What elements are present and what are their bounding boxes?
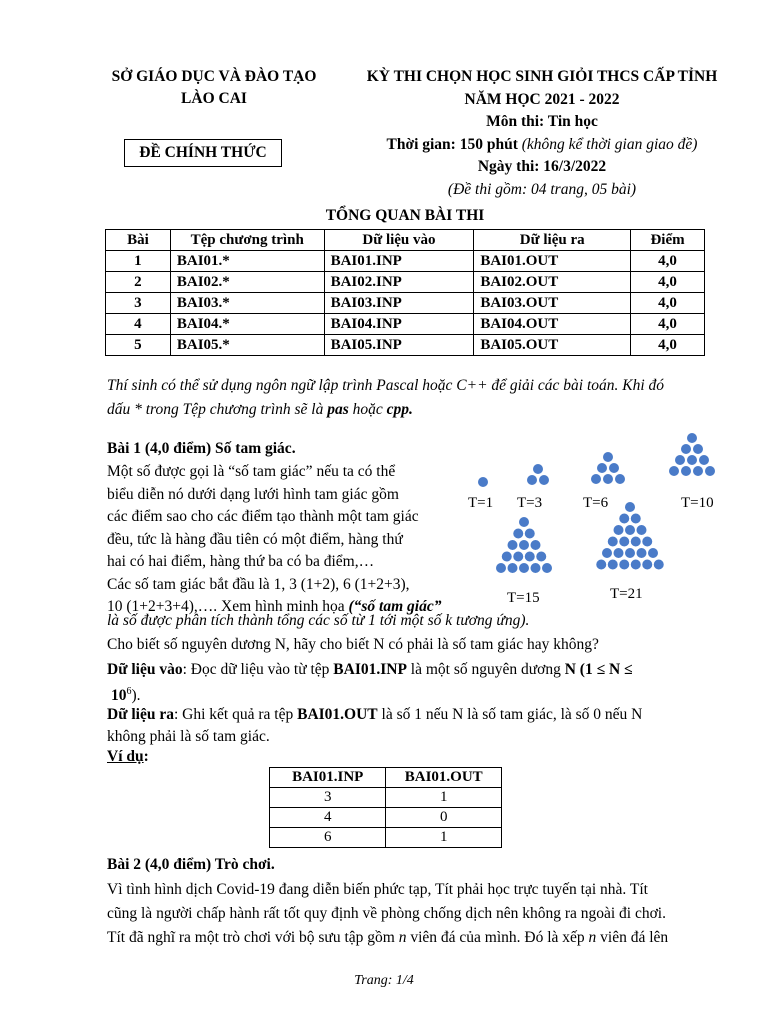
table-cell: 1 <box>386 788 502 808</box>
triangle-dot <box>619 560 629 570</box>
time-line <box>348 134 736 157</box>
org-line1: SỞ GIÁO DỤC VÀ ĐÀO TẠO <box>111 68 317 85</box>
example-col-header: BAI01.OUT <box>386 768 502 788</box>
official-label: ĐỀ CHÍNH THỨC <box>124 139 282 167</box>
table-cell: 0 <box>386 808 502 828</box>
triangle-dot <box>693 444 703 454</box>
table-cell: 4,0 <box>631 335 705 356</box>
triangle-dot <box>631 560 641 570</box>
triangle-dot <box>637 548 647 558</box>
table-cell: BAI01.* <box>170 251 324 272</box>
triangle-dot <box>705 466 715 476</box>
table-row <box>106 293 705 314</box>
bai1-line: đều, tức là hàng đầu tiên có một điểm, hàng thứ <box>107 530 403 548</box>
triangle-dot <box>602 548 612 558</box>
triangle-dot <box>502 552 512 562</box>
bai2-n1: n <box>398 929 407 946</box>
exam-title: KỲ THI CHỌN HỌC SINH GIỎI THCS CẤP TỈNH <box>366 68 718 85</box>
output-file: BAI01.OUT <box>297 706 378 723</box>
overview-col-header: Tệp chương trình <box>170 230 324 251</box>
output-pre: : Ghi kết quả ra tệp <box>174 706 298 723</box>
bai1-title: Bài 1 (4,0 điểm) Số tam giác. <box>107 440 296 457</box>
subject: Môn thi: Tin học <box>486 113 598 130</box>
triangle-dot <box>519 563 529 573</box>
triangle-dot <box>699 455 709 465</box>
table-cell: BAI05.OUT <box>474 335 631 356</box>
table-cell: BAI04.INP <box>324 314 474 335</box>
input-constraint: N (1 ≤ N ≤ <box>564 661 633 678</box>
note-pas: pas <box>327 401 349 418</box>
table-row <box>270 808 502 828</box>
table-cell: BAI05.INP <box>324 335 474 356</box>
overview-col-header: Điểm <box>631 230 705 251</box>
triangle-dot <box>591 474 601 484</box>
bai1-description <box>107 461 447 619</box>
table-cell: 3 <box>106 293 171 314</box>
triangle-dot <box>654 560 664 570</box>
table-cell: 6 <box>270 828 386 848</box>
table-cell: BAI04.* <box>170 314 324 335</box>
triangle-dot <box>625 548 635 558</box>
bai1-line7-text: 10 (1+2+3+4),…. Xem hình minh họa <box>107 598 349 615</box>
table-row <box>270 788 502 808</box>
input-exp: 6 <box>126 686 132 697</box>
triangle-dot <box>625 525 635 535</box>
table-cell: 4 <box>270 808 386 828</box>
table-row <box>106 335 705 356</box>
triangle-dot <box>519 517 529 527</box>
triangle-dot <box>608 560 618 570</box>
triangle-dot <box>597 463 607 473</box>
input-text: : Đọc dữ liệu vào từ tệp <box>182 661 334 678</box>
example-table <box>269 767 502 848</box>
triangle-dot <box>609 463 619 473</box>
table-row <box>106 272 705 293</box>
note-line1: Thí sinh có thể sử dụng ngôn ngữ lập trình Pascal hoặc C++ để giải các bài toán. Khi đó <box>107 377 665 394</box>
triangle-dot <box>687 433 697 443</box>
triangle-dot <box>596 560 606 570</box>
table-row <box>106 314 705 335</box>
table-cell: BAI01.INP <box>324 251 474 272</box>
label-t1: T=1 <box>468 495 494 511</box>
table-cell: 4 <box>106 314 171 335</box>
triangle-dot <box>531 563 541 573</box>
triangle-dot <box>525 529 535 539</box>
triangle-dot <box>648 548 658 558</box>
time-note: (không kể thời gian giao đề) <box>521 135 698 153</box>
example-colon: : <box>143 748 149 765</box>
triangle-dot <box>527 475 537 485</box>
bai2-line3-pre: Tít đã nghĩ ra một trò chơi với bộ sưu tập gồm <box>107 929 399 946</box>
example-label-wrap <box>107 748 149 766</box>
table-cell: 2 <box>106 272 171 293</box>
page-number: Trang: 1/4 <box>354 973 414 988</box>
input-file: BAI01.INP <box>333 661 407 678</box>
triangle-dot <box>614 525 624 535</box>
time-label: Thời gian: 150 phút <box>386 135 518 153</box>
triangle-dot <box>615 474 625 484</box>
output-label: Dữ liệu ra <box>107 706 174 723</box>
exam-header <box>348 66 736 201</box>
triangle-dot <box>539 475 549 485</box>
triangle-dot <box>631 514 641 524</box>
bai2-description <box>107 878 723 950</box>
triangle-dot <box>496 563 506 573</box>
bai1-question: Cho biết số nguyên dương N, hãy cho biết N có phải là số tam giác hay không? <box>107 636 599 653</box>
triangle-dot <box>508 540 518 550</box>
triangle-dot <box>531 540 541 550</box>
school-year: NĂM HỌC 2021 - 2022 <box>464 90 620 108</box>
bai1-line: hai có hai điểm, hàng thứ ba có ba điểm,… <box>107 553 375 570</box>
triangle-dot <box>642 537 652 547</box>
table-row <box>106 251 705 272</box>
table-cell: BAI01.OUT <box>474 251 631 272</box>
table-cell: BAI03.OUT <box>474 293 631 314</box>
output-text: là số 1 nếu N là số tam giác, là số 0 nếu N <box>377 706 643 723</box>
triangle-dot <box>693 466 703 476</box>
input-text-mid: là một số nguyên dương <box>406 661 565 678</box>
bai1-line: Các số tam giác bắt đầu là 1, 3 (1+2), 6 (1+2+3), <box>107 575 410 593</box>
triangle-dot <box>513 552 523 562</box>
triangle-dot <box>669 466 679 476</box>
overview-header-row <box>106 230 705 251</box>
overview-col-header: Bài <box>106 230 171 251</box>
bai2-line <box>107 926 723 950</box>
triangle-dot <box>603 452 613 462</box>
table-cell: BAI04.OUT <box>474 314 631 335</box>
note-cpp: cpp. <box>386 401 413 418</box>
output-line1 <box>107 704 719 726</box>
note-line2 <box>107 398 713 422</box>
table-cell: BAI02.OUT <box>474 272 631 293</box>
bai1-line: các điểm sao cho các điểm tạo thành một tam giác <box>107 508 419 525</box>
input-end: ). <box>131 687 141 705</box>
triangle-dot <box>478 477 488 487</box>
table-cell: 4,0 <box>631 251 705 272</box>
bai1-line: biểu diễn nó dưới dạng lưới hình tam giác gồm <box>107 485 399 503</box>
triangle-dot <box>603 474 613 484</box>
bai2-title: Bài 2 (4,0 điểm) Trò chơi. <box>107 856 275 873</box>
bai2-line: cũng là người chấp hành rất tốt quy định về phòng chống dịch nên không ra ngoài đi chơi. <box>107 905 666 922</box>
triangle-dot <box>614 548 624 558</box>
output-line2: không phải là số tam giác. <box>107 728 270 745</box>
bai1-line7-italic: (“số tam giác” <box>348 598 442 615</box>
label-t10: T=10 <box>681 495 714 511</box>
table-cell: 4,0 <box>631 272 705 293</box>
overview-col-header: Dữ liệu vào <box>324 230 474 251</box>
triangle-dot <box>508 563 518 573</box>
table-cell: BAI02.* <box>170 272 324 293</box>
org-header <box>100 66 328 110</box>
triangle-dot <box>608 537 618 547</box>
overview-col-header: Dữ liệu ra <box>474 230 631 251</box>
triangle-dot <box>525 552 535 562</box>
bai2-n2: n <box>588 929 597 946</box>
label-t21: T=21 <box>610 586 643 602</box>
table-cell: BAI03.INP <box>324 293 474 314</box>
language-note <box>107 374 713 422</box>
triangle-dot <box>513 529 523 539</box>
exam-date: Ngày thi: 16/3/2022 <box>477 158 607 175</box>
triangle-dot <box>631 537 641 547</box>
triangle-dot <box>519 540 529 550</box>
bai2-line3-mid: viên đá của mình. Đó là xếp <box>406 929 589 946</box>
triangle-dot <box>675 455 685 465</box>
triangle-dot <box>681 444 691 454</box>
bai1-output-spec <box>107 704 719 748</box>
triangle-dot <box>625 502 635 512</box>
bai1-input-spec <box>107 659 719 707</box>
example-label: Ví dụ <box>107 748 144 765</box>
overview-title: TỔNG QUAN BÀI THI <box>325 207 485 224</box>
org-line2: LÀO CAI <box>181 90 247 107</box>
example-col-header: BAI01.INP <box>270 768 386 788</box>
table-cell: 4,0 <box>631 293 705 314</box>
triangle-dot <box>619 514 629 524</box>
triangle-dot <box>642 560 652 570</box>
triangle-dot <box>687 455 697 465</box>
bai1-line: Một số được gọi là “số tam giác” nếu ta có thể <box>107 463 396 480</box>
table-cell: 1 <box>386 828 502 848</box>
input-label: Dữ liệu vào <box>107 661 183 678</box>
triangle-dot <box>533 464 543 474</box>
table-cell: 5 <box>106 335 171 356</box>
triangle-dot <box>619 537 629 547</box>
label-t15: T=15 <box>507 590 540 606</box>
label-t6: T=6 <box>583 495 609 511</box>
label-t3: T=3 <box>517 495 543 511</box>
overview-table <box>105 229 705 356</box>
input-constraint2: 10 <box>111 687 127 705</box>
bai2-line: Vì tình hình dịch Covid-19 đang diễn biến phức tạp, Tít phải học trực tuyến tại nhà. Tít <box>107 881 648 898</box>
triangle-dot <box>637 525 647 535</box>
table-cell: BAI03.* <box>170 293 324 314</box>
example-header-row <box>270 768 502 788</box>
input-line1 <box>107 659 719 681</box>
triangle-dot <box>536 552 546 562</box>
bai1-line8: là số được phân tích thành tổng các số từ 1 tới một số k tương ứng). <box>107 612 530 629</box>
table-cell: BAI05.* <box>170 335 324 356</box>
note-line2-text: dấu * trong Tệp chương trình sẽ là <box>107 401 328 418</box>
triangle-illustration <box>465 428 735 608</box>
triangle-dot <box>681 466 691 476</box>
table-cell: 4,0 <box>631 314 705 335</box>
table-cell: 3 <box>270 788 386 808</box>
bai2-line3-end: viên đá lên <box>596 929 669 946</box>
triangle-dot <box>542 563 552 573</box>
table-row <box>270 828 502 848</box>
table-cell: 1 <box>106 251 171 272</box>
pages-note: (Đề thi gồm: 04 trang, 05 bài) <box>447 180 637 198</box>
table-cell: BAI02.INP <box>324 272 474 293</box>
note-or: hoặc <box>348 401 387 418</box>
